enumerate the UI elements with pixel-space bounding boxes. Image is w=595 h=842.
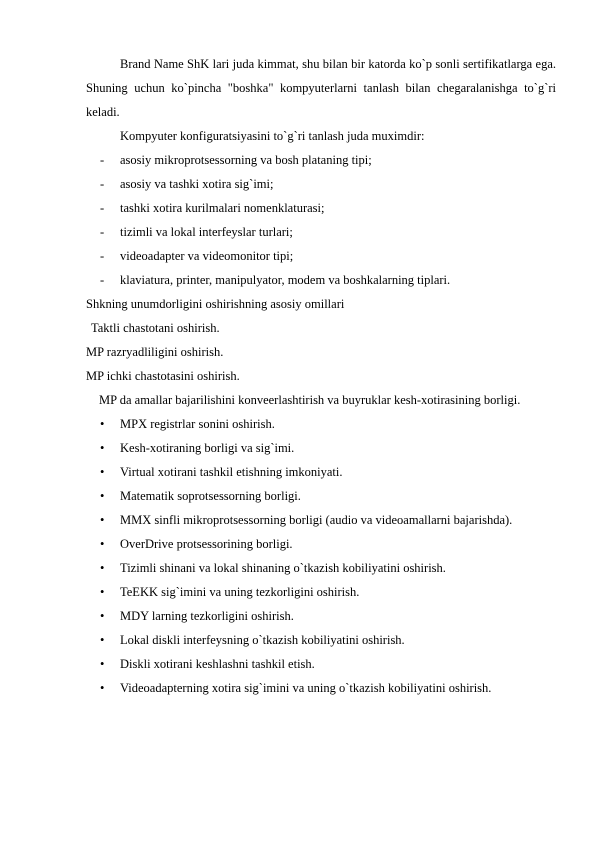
list-item — [86, 220, 556, 244]
list-item-text: tizimli va lokal interfeyslar turlari; — [120, 225, 293, 239]
list-item — [86, 268, 556, 292]
bullet-marker: • — [100, 657, 105, 671]
list-item-text: asosiy mikroprotsessorning va bosh plataning tipi; — [120, 153, 372, 167]
list-item-text: Tizimli shinani va lokal shinaning o`tkazish kobiliyatini oshirish. — [120, 561, 446, 575]
list-item-text: Videoadapterning xotira sig`imini va uning o`tkazish kobiliyatini oshirish. — [120, 681, 492, 695]
list-item — [86, 676, 556, 700]
bullet-marker: • — [100, 609, 105, 623]
list-item — [86, 604, 556, 628]
dash-marker: - — [100, 177, 105, 191]
bullet-marker: • — [100, 441, 105, 455]
list-item — [86, 508, 556, 532]
intro-paragraph: Brand Name ShK lari juda kimmat, shu bilan bir katorda ko`p sonli sertifikatlarga ega. Shuning uchun ko`pincha "boshka" kompyuterlarni tanlash bilan chegaralanishga to`g`ri keladi. — [86, 57, 556, 119]
list-item-text: Virtual xotirani tashkil etishning imkoniyati. — [120, 465, 343, 479]
document-body — [86, 52, 556, 700]
dash-marker: - — [100, 249, 105, 263]
dash-marker: - — [100, 201, 105, 215]
list-item — [86, 172, 556, 196]
list-item-text: tashki xotira kurilmalari nomenklaturasi; — [120, 201, 325, 215]
config-list — [86, 148, 556, 292]
bullet-marker: • — [100, 489, 105, 503]
bullet-marker: • — [100, 681, 105, 695]
list-item-text: Matematik soprotsessorning borligi. — [120, 489, 301, 503]
list-item — [86, 532, 556, 556]
factors-heading: Shkning unumdorligini oshirishning asosiy omillari — [86, 297, 345, 311]
clock-paragraph: Taktli chastotani oshirish. — [91, 321, 220, 335]
dash-marker: - — [100, 153, 105, 167]
list-item-text: Lokal diskli interfeysning o`tkazish kobiliyatini oshirish. — [120, 633, 405, 647]
list-item — [86, 460, 556, 484]
bullet-marker: • — [100, 585, 105, 599]
list-item — [86, 580, 556, 604]
bullet-marker: • — [100, 513, 105, 527]
list-item — [86, 628, 556, 652]
list-item — [86, 484, 556, 508]
list-item-text: asosiy va tashki xotira sig`imi; — [120, 177, 274, 191]
list-item-text: Kesh-xotiraning borligi va sig`imi. — [120, 441, 295, 455]
list-item — [86, 148, 556, 172]
config-heading: Kompyuter konfiguratsiyasini to`g`ri tanlash juda muximdir: — [120, 129, 425, 143]
list-item-text: OverDrive protsessorining borligi. — [120, 537, 293, 551]
mp-bits-paragraph: MP razryadliligini oshirish. — [86, 345, 224, 359]
dash-marker: - — [100, 225, 105, 239]
list-item-text: MDY larning tezkorligini oshirish. — [120, 609, 294, 623]
bullet-marker: • — [100, 465, 105, 479]
bullet-marker: • — [100, 633, 105, 647]
bullet-marker: • — [100, 561, 105, 575]
list-item-text: videoadapter va videomonitor tipi; — [120, 249, 294, 263]
mp-pipeline-paragraph: MP da amallar bajarilishini konveerlashtirish va buyruklar kesh-xotirasining borligi. — [99, 393, 521, 407]
list-item — [86, 196, 556, 220]
list-item-text: MMX sinfli mikroprotsessorning borligi (audio va videoamallarni bajarishda). — [120, 513, 513, 527]
list-item-text: Diskli xotirani keshlashni tashkil etish. — [120, 657, 315, 671]
dash-marker: - — [100, 273, 105, 287]
list-item-text: MPX registrlar sonini oshirish. — [120, 417, 275, 431]
list-item-text: TeEKK sig`imini va uning tezkorligini oshirish. — [120, 585, 360, 599]
list-item — [86, 652, 556, 676]
bullet-marker: • — [100, 417, 105, 431]
list-item — [86, 244, 556, 268]
bullet-marker: • — [100, 537, 105, 551]
factors-list — [86, 412, 556, 700]
list-item — [86, 412, 556, 436]
list-item — [86, 556, 556, 580]
list-item-text: klaviatura, printer, manipulyator, modem va boshkalarning tiplari. — [120, 273, 451, 287]
mp-internal-paragraph: MP ichki chastotasini oshirish. — [86, 369, 240, 383]
list-item — [86, 436, 556, 460]
